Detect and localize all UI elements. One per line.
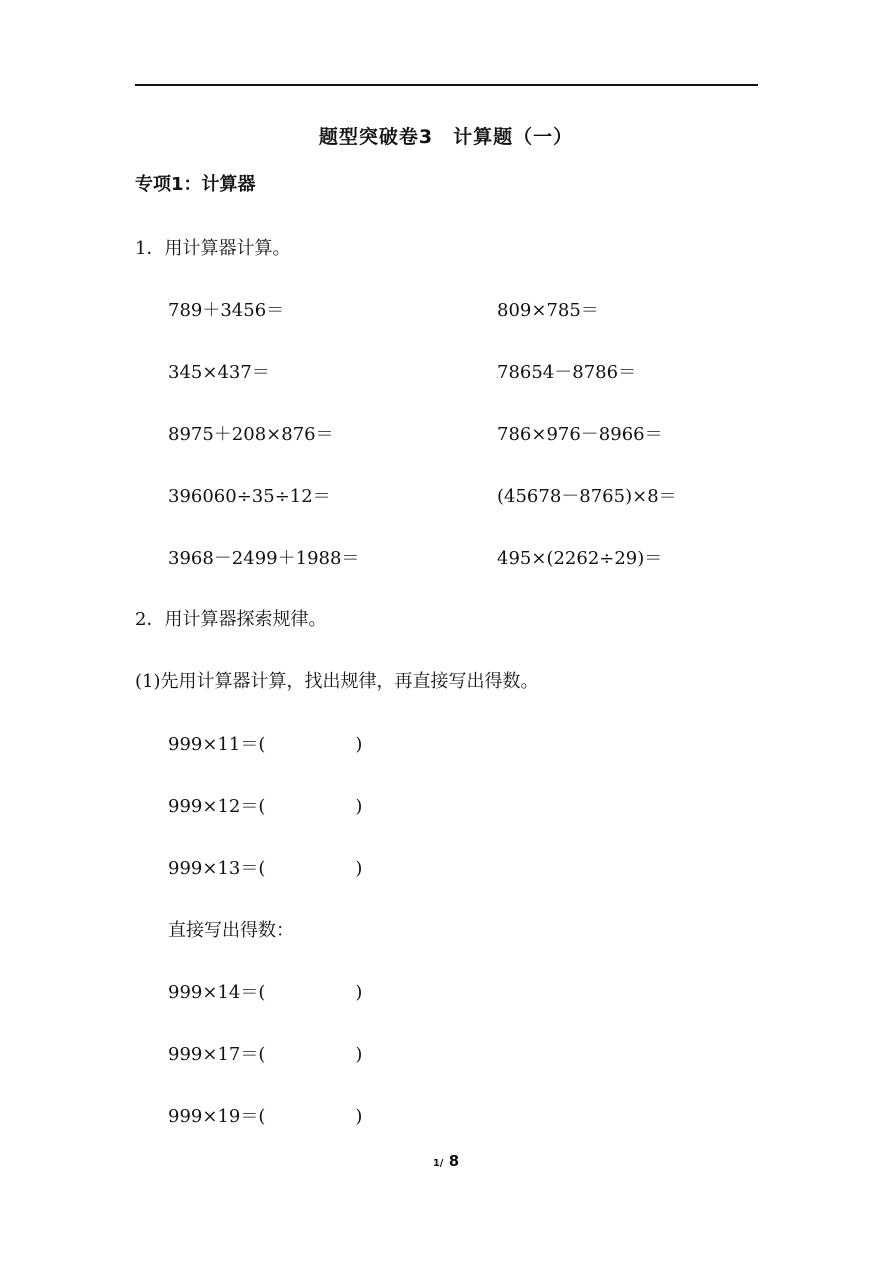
q1-expression: (45678－8765)×8＝ bbox=[497, 486, 677, 507]
q1-expression: 78654－8786＝ bbox=[497, 362, 637, 383]
q2-calc-item: 999×12＝( ) bbox=[168, 796, 363, 817]
q1-expression: 396060÷35÷12＝ bbox=[168, 486, 331, 507]
q2-calc-item: 999×13＝( ) bbox=[168, 858, 363, 879]
q2-direct-item: 999×17＝( ) bbox=[168, 1044, 363, 1065]
page-title: 题型突破卷3 计算题（一） bbox=[318, 126, 574, 148]
q1-expression: 345×437＝ bbox=[168, 362, 270, 383]
header-rule bbox=[135, 84, 758, 86]
question-2-prompt: 2．用计算器探索规律。 bbox=[135, 609, 327, 630]
q2-direct-item: 999×14＝( ) bbox=[168, 982, 363, 1003]
q1-expression: 786×976－8966＝ bbox=[497, 424, 663, 445]
direct-answer-label: 直接写出得数： bbox=[168, 920, 294, 941]
q2-direct-item: 999×19＝( ) bbox=[168, 1106, 363, 1127]
section-heading: 专项1：计算器 bbox=[135, 174, 256, 195]
question-1-prompt: 1．用计算器计算。 bbox=[135, 238, 291, 259]
question-2-sub-prompt: (1)先用计算器计算，找出规律，再直接写出得数。 bbox=[135, 671, 539, 692]
q2-calc-item: 999×11＝( ) bbox=[168, 734, 363, 755]
q1-expression: 495×(2262÷29)＝ bbox=[497, 548, 663, 569]
q1-expression: 809×785＝ bbox=[497, 300, 599, 321]
q1-expression: 3968－2499＋1988＝ bbox=[168, 548, 360, 569]
page-number: 1/ 8 bbox=[432, 1152, 460, 1170]
q1-expression: 8975＋208×876＝ bbox=[168, 424, 334, 445]
q1-expression: 789＋3456＝ bbox=[168, 300, 285, 321]
